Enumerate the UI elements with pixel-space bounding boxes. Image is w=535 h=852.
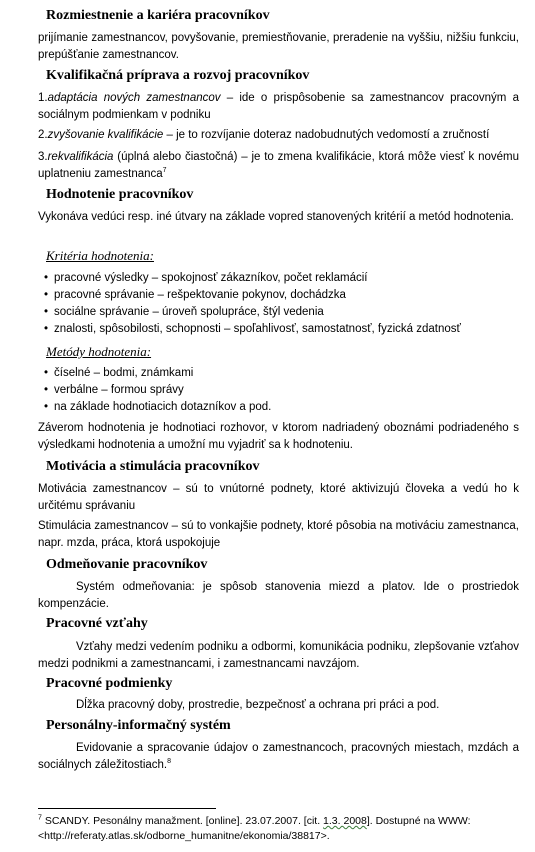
list-item: • číselné – bodmi, známkami bbox=[44, 367, 194, 379]
footnote-ref[interactable]: 8 bbox=[167, 758, 172, 766]
list-item: • na základe hodnotiacich dotazníkov a pod. bbox=[44, 401, 272, 413]
heading-personalny-system: Personálny-informačný systém bbox=[46, 718, 231, 733]
list-item: • znalosti, spôsobilosti, schopnosti – spoľahlivosť, samostatnosť, fyzická zdatnosť bbox=[44, 323, 461, 335]
paragraph-rozmiestnenie: prijímanie zamestnancov, povyšovanie, premiestňovanie, preradenie na vyššiu, nižšiu funkciu, prepúšťanie zamestnancov. bbox=[38, 32, 519, 61]
subheading-kriteria: Kritéria hodnotenia: bbox=[46, 248, 154, 263]
paragraph-odmenovanie: Systém odmeňovania: je spôsob stanovenia miezd a platov. Ide o prostriedok kompenzácie. bbox=[38, 581, 519, 610]
heading-hodnotenie: Hodnotenie pracovníkov bbox=[46, 187, 194, 202]
paragraph-motivacia: Motivácia zamestnancov – sú to vnútorné podnety, ktoré aktivizujú človeka a vedú ho k určitému správaniu bbox=[38, 483, 519, 512]
item-number: 2. bbox=[38, 129, 48, 141]
heading-pracovne-vztahy: Pracovné vzťahy bbox=[46, 616, 148, 631]
heading-odmenovanie: Odmeňovanie pracovníkov bbox=[46, 557, 208, 572]
bullet-icon: • bbox=[44, 384, 49, 396]
term-rekvalifikacia: rekvalifikácia bbox=[47, 151, 114, 163]
subheading-metody: Metódy hodnotenia: bbox=[46, 344, 152, 359]
paragraph-pracovne-podmienky: Dĺžka pracovný doby, prostredie, bezpečnosť a ochrana pri práci a pod. bbox=[76, 699, 440, 711]
bullet-icon: • bbox=[44, 401, 49, 413]
heading-pracovne-podmienky: Pracovné podmienky bbox=[46, 676, 173, 691]
paragraph-hodnotenie: Vykonáva vedúci resp. iné útvary na základe vopred stanovených kritérií a metód hodnotenia. bbox=[38, 211, 514, 223]
item-text: – je to rozvíjanie doteraz nadobudnutých vedomostí a zručností bbox=[163, 129, 490, 141]
paragraph-zvysovanie bbox=[38, 127, 519, 144]
heading-motivacia: Motivácia a stimulácia pracovníkov bbox=[46, 459, 260, 474]
list-item: • pracovné výsledky – spokojnosť zákazníkov, počet reklamácií bbox=[44, 272, 368, 284]
term-zvysovanie: zvyšovanie kvalifikácie bbox=[47, 129, 164, 141]
paragraph-rekvalifikacia bbox=[38, 149, 519, 183]
footnote-separator bbox=[38, 808, 216, 809]
paragraph-stimulacia: Stimulácia zamestnancov – sú to vonkajšie podnety, ktoré pôsobia na motiváciu zamestnanca, napr. mzda, práca, ktorá uspokojuje bbox=[38, 520, 519, 549]
bullet-icon: • bbox=[44, 323, 49, 335]
item-text: – ide o prispôsobenie sa zamestnancov pracovným a sociálnym podmienkam v podniku bbox=[38, 92, 519, 121]
term-adaptacia: adaptácia nových zamestnancov bbox=[47, 92, 221, 104]
bullet-icon: • bbox=[44, 272, 49, 284]
paragraph-pracovne-vztahy: Vzťahy medzi vedením podniku a odbormi, komunikácia podniku, zlepšovanie vzťahov medzi podnikmi a zamestnancami, i zamestnancami navzájom. bbox=[38, 641, 519, 670]
list-item: • pracovné správanie – rešpektovanie pokynov, dochádzka bbox=[44, 289, 346, 301]
footnote: $^7$ SCANDY. Pesonálny manažment. [online]. 23.07.2007. [cit. 1.3. 2008]. Dostupné na WWW: <http://referaty.atlas.sk/odborne_humanitne/ekonomia/38817>. bbox=[38, 814, 471, 842]
list-item: • verbálne – formou správy bbox=[44, 384, 184, 396]
item-number: 3. bbox=[38, 151, 48, 163]
paragraph-zaver-hodnotenia: Záverom hodnotenia je hodnotiaci rozhovor, v ktorom nadriadený oboznámi podriadeného s výsledkami hodnotenia a umožní mu vyjadriť sa k hodnoteniu. bbox=[38, 422, 519, 451]
item-text: (úplná alebo čiastočná) – je to zmena kvalifikácie, ktorá môže viesť k novému uplatneniu zamestnanca bbox=[38, 151, 519, 180]
bullet-icon: • bbox=[44, 289, 49, 301]
list-item: • sociálne správanie – úroveň spolupráce, štýl vedenia bbox=[44, 306, 324, 318]
footnote-date: 1.3. 2008 bbox=[323, 815, 367, 827]
heading-kvalifikacna-priprava: Kvalifikačná príprava a rozvoj pracovníkov bbox=[46, 68, 310, 83]
bullet-icon: • bbox=[44, 306, 49, 318]
heading-rozmiestnenie: Rozmiestnenie a kariéra pracovníkov bbox=[46, 8, 270, 23]
footnote-number: 7 bbox=[38, 814, 42, 822]
paragraph-personalny-system: Evidovanie a spracovanie údajov o zamestnancoch, pracovných miestach, mzdách a sociálnych záležitostiach.$^8$ bbox=[38, 742, 519, 771]
paragraph-adaptacia bbox=[38, 90, 519, 124]
bullet-icon: • bbox=[44, 367, 49, 379]
footnote-ref[interactable]: 7 bbox=[162, 167, 167, 175]
item-number: 1. bbox=[38, 92, 48, 104]
